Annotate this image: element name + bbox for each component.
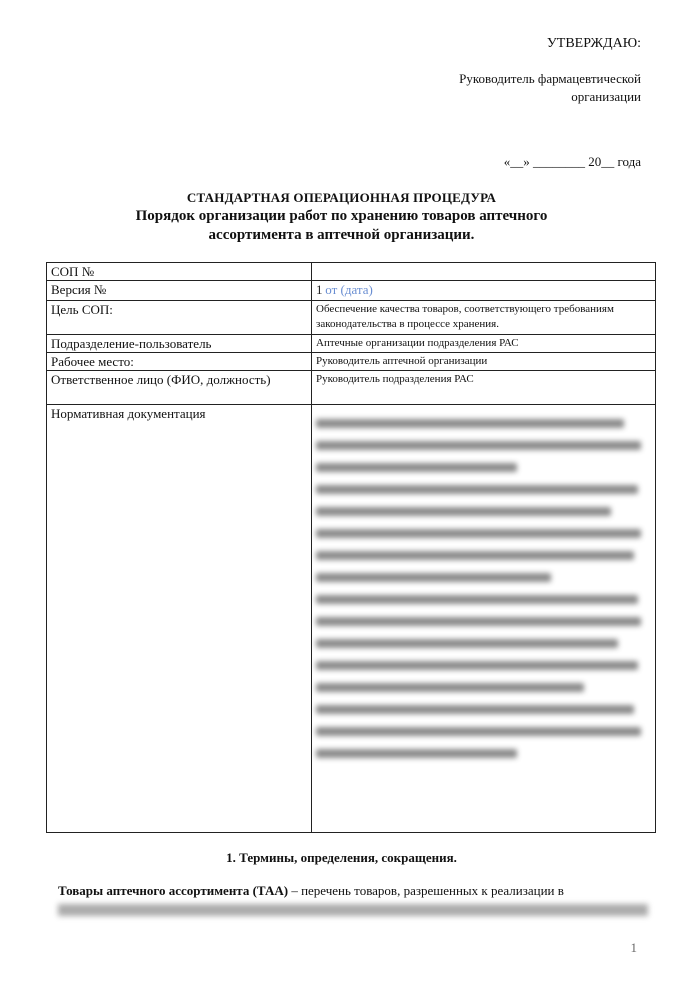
table-row — [47, 371, 656, 405]
term-name: Товары аптечного ассортимента (ТАА) — [58, 883, 289, 898]
row-value-responsible: Руководитель подразделения РАС — [312, 371, 656, 405]
approver-role-line1: Руководитель фармацевтической — [459, 71, 641, 86]
row-value-purpose: Обеспечение качества товаров, соответствующего требованиям законодательства в процессе хранения. — [312, 301, 656, 335]
approval-label: УТВЕРЖДАЮ: — [546, 36, 641, 51]
document-title — [0, 190, 683, 245]
row-key-purpose: Цель СОП: — [47, 301, 312, 335]
row-key-regulations: Нормативная документация — [47, 405, 312, 833]
row-key-department: Подразделение-пользователь — [47, 335, 312, 353]
approver-role-line2: организации — [571, 89, 641, 104]
title-procedure-name: Порядок организации работ по хранению товаров аптечного ассортимента в аптечной организации. — [135, 208, 548, 243]
version-number: 1 — [316, 282, 323, 297]
row-key-version: Версия № — [47, 281, 312, 301]
row-value-regulations-blurred — [312, 405, 656, 833]
blurred-text-line — [58, 904, 648, 916]
row-key-workplace: Рабочее место: — [47, 353, 312, 371]
table-row — [47, 263, 656, 281]
sop-info-table — [46, 262, 656, 833]
blurred-content — [316, 406, 651, 758]
version-date-placeholder: от (дата) — [325, 282, 373, 297]
row-value-department: Аптечные организации подразделения РАС — [312, 335, 656, 353]
approver-role — [381, 70, 641, 106]
term-definition: – перечень товаров, разрешенных к реализации в — [288, 883, 564, 898]
table-row — [47, 335, 656, 353]
page-number: 1 — [630, 940, 637, 955]
row-value-version — [312, 281, 656, 301]
row-value-sop-number — [312, 263, 656, 281]
section-heading: 1. Термины, определения, сокращения. — [226, 850, 457, 865]
table-row — [47, 405, 656, 833]
section-paragraph — [58, 882, 643, 899]
table-row — [47, 281, 656, 301]
table-row — [47, 353, 656, 371]
row-key-sop-number: СОП № — [47, 263, 312, 281]
table-row — [47, 301, 656, 335]
approval-date-line: «__» ________ 20__ года — [503, 154, 641, 169]
row-key-responsible: Ответственное лицо (ФИО, должность) — [47, 371, 312, 405]
row-value-workplace: Руководитель аптечной организации — [312, 353, 656, 371]
title-procedure-type: СТАНДАРТНАЯ ОПЕРАЦИОННАЯ ПРОЦЕДУРА — [186, 190, 497, 205]
